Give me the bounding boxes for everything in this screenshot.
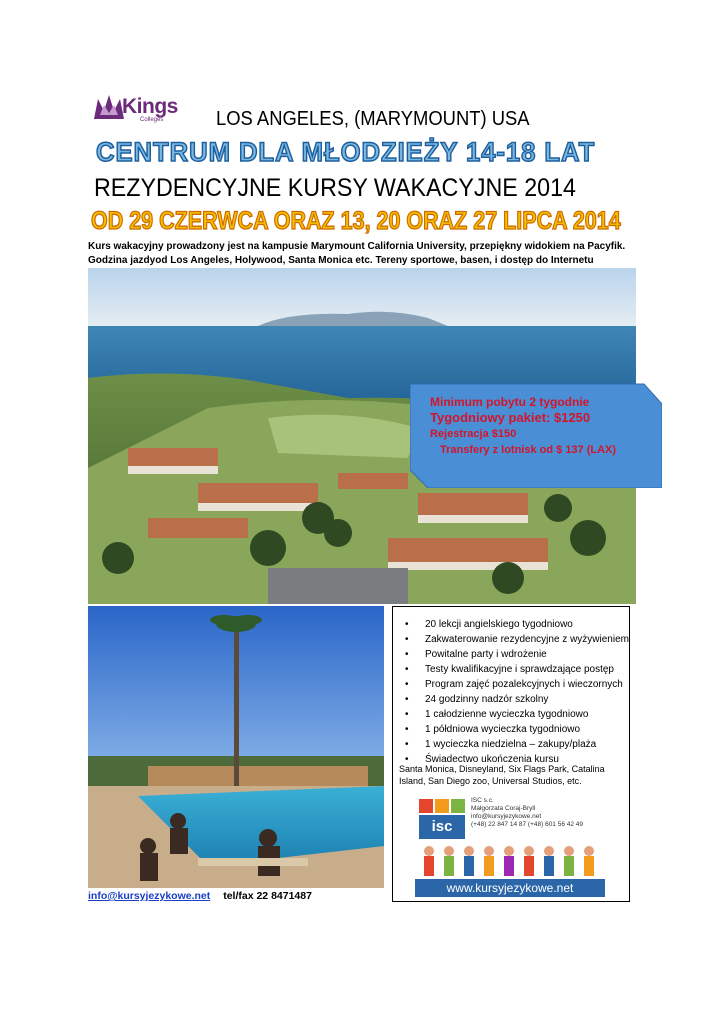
- description-line-2: Godzina jazdyod Los Angeles, Holywood, Santa Monica etc. Tereny sportowe, basen, i dostęp do Internetu: [88, 255, 594, 266]
- feature-item: • Świadectwo ukończenia kursu: [399, 752, 627, 767]
- feature-item: • 1 całodzienne wycieczka tygodniowo: [399, 707, 627, 722]
- feature-item: • 1 wycieczka niedzielna – zakupy/plaża: [399, 737, 627, 752]
- contact-line: [88, 890, 312, 902]
- isc-email: info@kursyjezykowe.net: [471, 813, 542, 820]
- dates-heading: OD 29 CZERWCA ORAZ 13, 20 ORAZ 27 LIPCA 2014: [91, 207, 621, 235]
- isc-logo-text: isc: [419, 815, 465, 839]
- isc-logo: [419, 799, 467, 841]
- weekly-price: Tygodniowy pakiet: $1250: [430, 410, 591, 425]
- feature-item: • 24 godzinny nadzór szkolny: [399, 692, 627, 707]
- kings-logo: [92, 93, 200, 127]
- feature-item: • 20 lekcji angielskiego tygodniowo: [399, 617, 627, 632]
- feature-item: • Zakwaterowanie rezydencyjne z wyżywieniem: [399, 632, 627, 647]
- transfer-price: Transfery z lotnisk od $ 137 (LAX): [440, 444, 617, 456]
- isc-person: Małgorzata Coraj-Bryll: [471, 805, 536, 812]
- feature-item: • Powitalne party i wdrożenie: [399, 647, 627, 662]
- crown-icon: [92, 93, 126, 123]
- centre-heading: CENTRUM DLA MŁODZIEŻY 14-18 LAT: [96, 137, 596, 167]
- feature-item: • Testy kwalifikacyjne i sprawdzające postęp: [399, 662, 627, 677]
- logo-sub: Colleges: [140, 117, 164, 123]
- excursion-places: Santa Monica, Disneyland, Six Flags Park, Catalina Island, San Diego zoo, Universal Studios, etc.: [399, 764, 605, 786]
- features-list: [399, 617, 627, 767]
- isc-card: [415, 795, 605, 899]
- description: [88, 240, 648, 268]
- location-heading: LOS ANGELES, (MARYMOUNT) USA: [216, 108, 530, 130]
- contact-phone: tel/fax 22 8471487: [223, 890, 312, 902]
- isc-company: ISC s.c.: [471, 797, 494, 804]
- isc-phones: (+48) 22 847 14 87 (+48) 601 56 42 49: [471, 821, 584, 828]
- pool-photo: [88, 606, 384, 888]
- description-line-1: Kurs wakacyjny prowadzony jest na kampusie Marymount California University, przepiękny widokiem na Pacyfik.: [88, 241, 626, 252]
- isc-website[interactable]: www.kursyjezykowe.net: [415, 879, 605, 897]
- course-heading: REZYDENCYJNE KURSY WAKACYJNE 2014: [94, 174, 576, 202]
- registration-fee: Rejestracja $150: [430, 428, 517, 440]
- logo-brand: Kings: [122, 95, 178, 118]
- features-box: [392, 606, 630, 902]
- contact-email-link[interactable]: info@kursyjezykowe.net: [88, 890, 211, 902]
- people-illustration: [415, 841, 605, 881]
- feature-item: • Program zajęć pozalekcyjnych i wieczornych: [399, 677, 627, 692]
- min-stay: Minimum pobytu 2 tygodnie: [430, 395, 590, 409]
- pricing-callout: [410, 380, 662, 488]
- feature-item: • 1 półdniowa wycieczka tygodniowo: [399, 722, 627, 737]
